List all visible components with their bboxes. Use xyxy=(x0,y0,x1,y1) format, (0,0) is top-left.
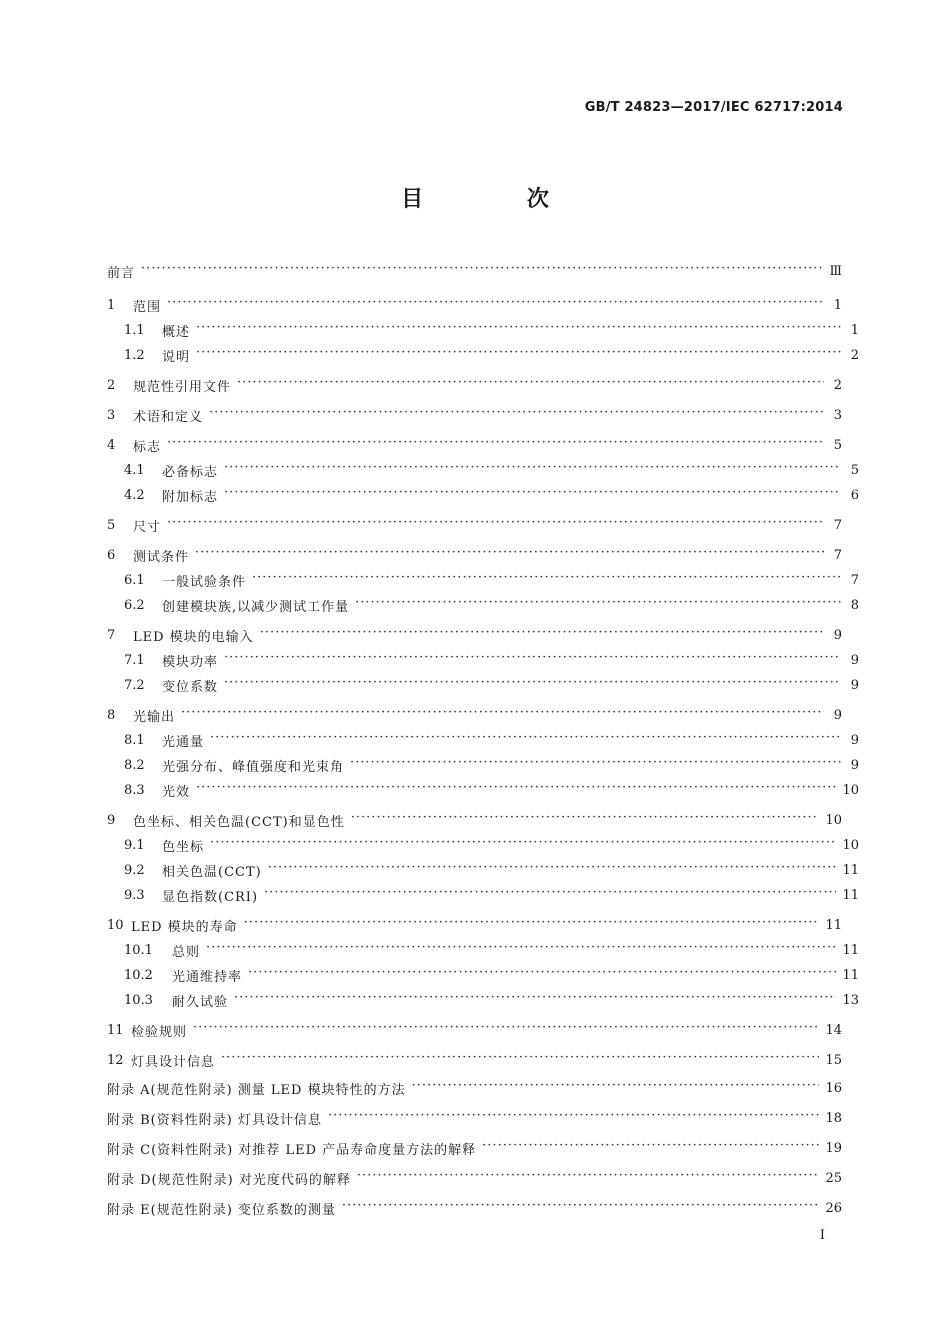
toc-entry-number: 6.1 xyxy=(124,572,145,588)
toc-entry-number: 4.1 xyxy=(124,462,145,478)
toc-entry[interactable] xyxy=(107,884,859,906)
toc-entry-label: 变位系数 xyxy=(162,679,219,695)
toc-leader-dots xyxy=(167,438,824,452)
toc-entry-page: 3 xyxy=(833,407,842,423)
toc-entry-label: 前言 xyxy=(107,265,136,281)
toc-leader-dots xyxy=(355,598,841,612)
toc-entry-page: 13 xyxy=(842,992,859,1008)
toc-leader-dots xyxy=(196,348,841,362)
toc-leader-dots xyxy=(328,1111,819,1125)
toc-entry-page: 6 xyxy=(850,487,859,503)
toc-entry-page: 11 xyxy=(842,887,859,903)
toc-leader-dots xyxy=(244,918,820,932)
toc-leader-dots xyxy=(181,708,824,722)
toc-entry-label: 必备标志 xyxy=(162,464,219,480)
toc-leader-dots xyxy=(412,1081,820,1095)
toc-leader-dots xyxy=(264,888,836,902)
toc-entry-page: 9 xyxy=(850,732,859,748)
toc-entry-page: 10 xyxy=(842,782,859,798)
toc-leader-dots xyxy=(193,1023,819,1037)
toc-entry[interactable] xyxy=(107,434,842,456)
toc-entry[interactable] xyxy=(107,754,859,776)
toc-entry[interactable] xyxy=(107,704,842,726)
toc-leader-dots xyxy=(260,628,824,642)
toc-entry-label: 附加标志 xyxy=(162,489,219,505)
toc-entry-label: 附录 C(资料性附录) 对推荐 LED 产品寿命度量方法的解释 xyxy=(107,1142,477,1158)
toc-entry[interactable] xyxy=(107,344,859,366)
toc-entry-page: 1 xyxy=(850,322,859,338)
toc-entry-page: 1 xyxy=(833,297,842,313)
toc-entry-label: 附录 D(规范性附录) 对光度代码的解释 xyxy=(107,1172,351,1188)
toc-entry-label: 相关色温(CCT) xyxy=(162,864,262,880)
toc-entry-number: 4.2 xyxy=(124,487,145,503)
toc-entry-page: 7 xyxy=(833,517,842,533)
toc-entry-page: 9 xyxy=(833,707,842,723)
footer-page-number: Ⅰ xyxy=(819,1228,825,1243)
toc-entry-number: 8 xyxy=(107,707,116,723)
toc-entry[interactable] xyxy=(107,260,842,282)
toc-entry-number: 8.2 xyxy=(124,757,145,773)
toc-leader-dots xyxy=(224,488,841,502)
toc-entry-label: 光通量 xyxy=(162,734,205,750)
toc-entry-label: 检验规则 xyxy=(131,1024,188,1040)
toc-entry[interactable] xyxy=(107,1107,842,1129)
toc-entry[interactable] xyxy=(107,514,842,536)
toc-entry-page: 7 xyxy=(833,547,842,563)
toc-entry-number: 2 xyxy=(107,377,116,393)
toc-entry[interactable] xyxy=(107,1049,842,1071)
toc-entry-number: 11 xyxy=(107,1022,124,1038)
toc-leader-dots xyxy=(237,378,824,392)
toc-entry-label: 总则 xyxy=(172,944,201,960)
toc-entry[interactable] xyxy=(107,544,842,566)
toc-entry-number: 9.2 xyxy=(124,862,145,878)
header-standard-code: GB/T 24823—2017/IEC 62717:2014 xyxy=(584,100,843,115)
toc-entry-number: 10.1 xyxy=(124,942,153,958)
toc-entry-page: 11 xyxy=(842,942,859,958)
toc-leader-dots xyxy=(210,733,841,747)
toc-entry-page: Ⅲ xyxy=(829,263,842,279)
toc-entry-label: LED 模块的寿命 xyxy=(131,919,238,935)
toc-entry[interactable] xyxy=(107,1197,842,1219)
toc-entry[interactable] xyxy=(107,674,859,696)
toc-leader-dots xyxy=(234,993,836,1007)
toc-entry[interactable] xyxy=(107,834,859,856)
toc-entry-label: 规范性引用文件 xyxy=(133,379,232,395)
toc-entry[interactable] xyxy=(107,569,859,591)
toc-leader-dots xyxy=(196,323,841,337)
toc-leader-dots xyxy=(357,1171,820,1185)
toc-entry-number: 6 xyxy=(107,547,116,563)
toc-entry-number: 1.1 xyxy=(124,322,145,338)
toc-entry-page: 19 xyxy=(825,1140,842,1156)
toc-entry[interactable] xyxy=(107,484,859,506)
toc-entry-page: 9 xyxy=(850,652,859,668)
toc-leader-dots xyxy=(224,653,841,667)
toc-entry-number: 10.3 xyxy=(124,992,153,1008)
toc-entry-number: 7.2 xyxy=(124,677,145,693)
toc-entry-number: 9.1 xyxy=(124,837,145,853)
toc-entry[interactable] xyxy=(107,594,859,616)
toc-leader-dots xyxy=(342,1201,820,1215)
toc-leader-dots xyxy=(268,863,837,877)
toc-entry-label: 说明 xyxy=(162,349,191,365)
toc-entry-number: 12 xyxy=(107,1052,124,1068)
toc-leader-dots xyxy=(209,408,824,422)
toc-entry-label: 术语和定义 xyxy=(133,409,204,425)
toc-leader-dots xyxy=(195,548,824,562)
toc-entry-label: 灯具设计信息 xyxy=(131,1054,216,1070)
toc-entry-page: 16 xyxy=(825,1080,842,1096)
toc-entry-number: 9 xyxy=(107,812,116,828)
toc-entry-page: 25 xyxy=(825,1170,842,1186)
toc-entry-label: 光强分布、峰值强度和光束角 xyxy=(162,759,345,775)
toc-entry[interactable] xyxy=(107,914,842,936)
toc-entry-label: 耐久试验 xyxy=(172,994,229,1010)
toc-entry-label: 创建模块族,以减少测试工作量 xyxy=(162,599,350,615)
toc-entry[interactable] xyxy=(107,1077,842,1099)
toc-entry-number: 5 xyxy=(107,517,116,533)
toc-leader-dots xyxy=(351,813,820,827)
toc-entry-page: 14 xyxy=(825,1022,842,1038)
toc-entry-label: 附录 E(规范性附录) 变位系数的测量 xyxy=(107,1202,336,1218)
toc-entry-page: 10 xyxy=(842,837,859,853)
toc-entry-label: 标志 xyxy=(133,439,162,455)
toc-entry-page: 2 xyxy=(850,347,859,363)
toc-entry[interactable] xyxy=(107,374,842,396)
toc-entry-page: 9 xyxy=(850,757,859,773)
toc-entry-number: 1.2 xyxy=(124,347,145,363)
toc-entry-label: 测试条件 xyxy=(133,549,190,565)
toc-leader-dots xyxy=(350,758,841,772)
toc-entry[interactable] xyxy=(107,859,859,881)
toc-leader-dots xyxy=(167,518,824,532)
toc-entry-page: 8 xyxy=(850,597,859,613)
toc-entry-number: 6.2 xyxy=(124,597,145,613)
toc-entry-page: 9 xyxy=(850,677,859,693)
toc-entry[interactable] xyxy=(107,624,842,646)
toc-entry-page: 5 xyxy=(833,437,842,453)
toc-entry-page: 26 xyxy=(825,1200,842,1216)
toc-entry[interactable] xyxy=(107,404,842,426)
toc-entry-label: 概述 xyxy=(162,324,191,340)
toc-entry-label: 光效 xyxy=(162,784,191,800)
toc-entry[interactable] xyxy=(107,294,842,316)
toc-entry-page: 11 xyxy=(842,862,859,878)
toc-entry[interactable] xyxy=(107,1167,842,1189)
toc-leader-dots xyxy=(196,783,836,797)
toc-leader-dots xyxy=(221,1053,819,1067)
toc-entry-number: 9.3 xyxy=(124,887,145,903)
toc-leader-dots xyxy=(167,298,824,312)
toc-entry-number: 1 xyxy=(107,297,116,313)
toc-entry[interactable] xyxy=(107,964,859,986)
toc-entry-label: 范围 xyxy=(133,299,162,315)
toc-leader-dots xyxy=(482,1141,819,1155)
toc-entry-label: 附录 B(资料性附录) 灯具设计信息 xyxy=(107,1112,322,1128)
toc-entry[interactable] xyxy=(107,1019,842,1041)
toc-entry[interactable] xyxy=(107,319,859,341)
toc-entry-number: 3 xyxy=(107,407,116,423)
toc-leader-dots xyxy=(252,573,841,587)
toc-entry[interactable] xyxy=(107,729,859,751)
page-title: 目 次 xyxy=(401,186,597,212)
toc-entry-label: 光通维持率 xyxy=(172,969,243,985)
toc-entry-page: 5 xyxy=(850,462,859,478)
toc-leader-dots xyxy=(210,838,836,852)
toc-entry-page: 9 xyxy=(833,627,842,643)
toc-entry-number: 10.2 xyxy=(124,967,153,983)
toc-entry[interactable] xyxy=(107,1137,842,1159)
toc-entry[interactable] xyxy=(107,649,859,671)
toc-entry-page: 2 xyxy=(833,377,842,393)
toc-entry-label: 色坐标 xyxy=(162,839,205,855)
toc-leader-dots xyxy=(224,678,841,692)
toc-entry-page: 11 xyxy=(842,967,859,983)
toc-entry-label: 尺寸 xyxy=(133,519,162,535)
toc-entry-page: 7 xyxy=(850,572,859,588)
toc-entry[interactable] xyxy=(107,779,859,801)
toc-entry-label: 附录 A(规范性附录) 测量 LED 模块特性的方法 xyxy=(107,1082,406,1098)
toc-entry-label: 显色指数(CRI) xyxy=(162,889,259,905)
toc-entry-label: 一般试验条件 xyxy=(162,574,247,590)
toc-leader-dots xyxy=(224,463,841,477)
toc-leader-dots xyxy=(248,968,836,982)
toc-leader-dots xyxy=(141,264,823,278)
toc-leader-dots xyxy=(206,943,836,957)
toc-entry-page: 11 xyxy=(825,917,842,933)
toc-entry-page: 18 xyxy=(825,1110,842,1126)
toc-entry-number: 8.3 xyxy=(124,782,145,798)
toc-entry[interactable] xyxy=(107,939,859,961)
toc-entry-page: 10 xyxy=(825,812,842,828)
toc-entry-number: 8.1 xyxy=(124,732,145,748)
toc-entry-label: 色坐标、相关色温(CCT)和显色性 xyxy=(133,814,345,830)
toc-entry-label: LED 模块的电输入 xyxy=(133,629,254,645)
toc-entry-page: 15 xyxy=(825,1052,842,1068)
toc-entry-number: 7.1 xyxy=(124,652,145,668)
toc-entry-number: 4 xyxy=(107,437,116,453)
toc-entry-number: 7 xyxy=(107,627,116,643)
toc-entry[interactable] xyxy=(107,459,859,481)
toc-entry[interactable] xyxy=(107,809,842,831)
toc-entry-label: 模块功率 xyxy=(162,654,219,670)
toc-entry-label: 光输出 xyxy=(133,709,176,725)
toc-entry-number: 10 xyxy=(107,917,124,933)
toc-entry[interactable] xyxy=(107,989,859,1011)
